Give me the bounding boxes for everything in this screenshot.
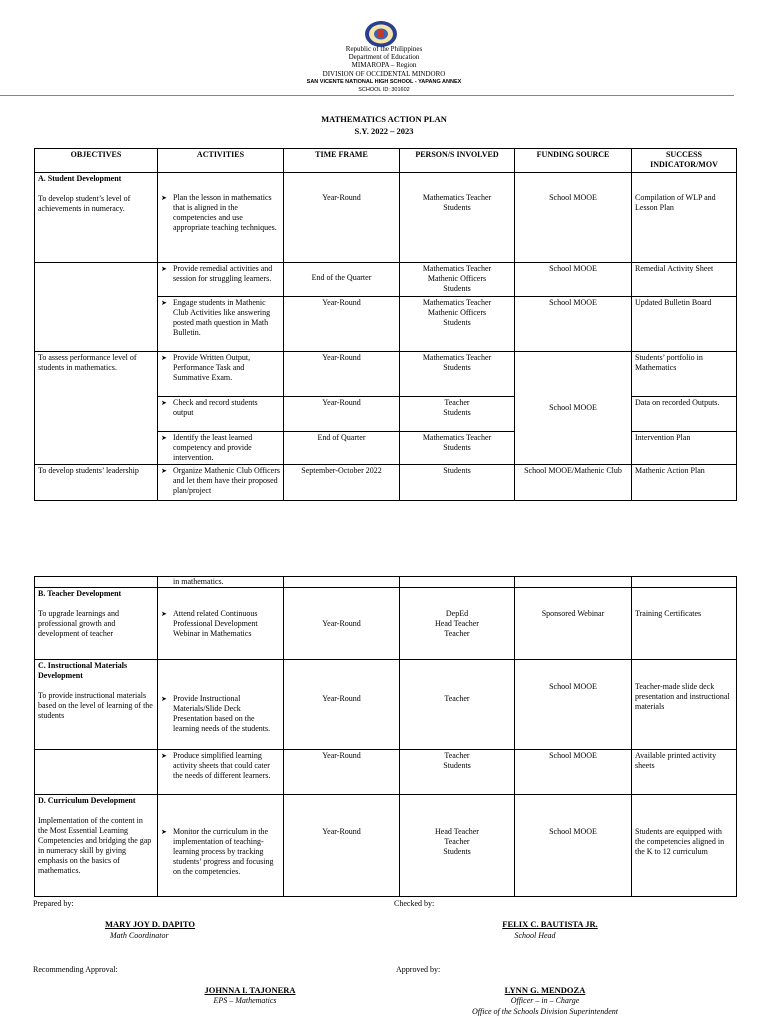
recommending-approval-title: EPS – Mathematics bbox=[213, 996, 277, 1005]
funding-source: Sponsored Webinar bbox=[515, 588, 632, 660]
section-d-title: D. Curriculum Development bbox=[38, 796, 136, 805]
activity-text: ➤ Attend related Continuous Professional Development Webinar in Mathematics bbox=[161, 609, 280, 639]
section-b-title: B. Teacher Development bbox=[38, 589, 122, 598]
objective-text: To upgrade learnings and professional growth and development of teacher bbox=[38, 609, 119, 638]
col-success: SUCCESS INDICATOR/MOV bbox=[632, 149, 737, 173]
objective-text: To develop student’s level of achievements in numeracy. bbox=[38, 194, 131, 213]
funding-source: School MOOE bbox=[515, 263, 632, 297]
time-frame: Year-Round bbox=[284, 750, 400, 795]
success-indicator: Students’ portfolio in Mathematics bbox=[632, 352, 737, 397]
funding-source: School MOOE bbox=[515, 795, 632, 897]
persons-involved: DepEd Head Teacher Teacher bbox=[400, 588, 515, 660]
success-indicator: Available printed activity sheets bbox=[632, 750, 737, 795]
activity-text: ➤ Produce simplified learning activity sheets that could cater the needs of different learners. bbox=[161, 751, 280, 781]
header-department: Department of Education bbox=[348, 53, 420, 61]
success-indicator: Updated Bulletin Board bbox=[632, 297, 737, 352]
activity-text: ➤ Provide remedial activities and session for struggling learners. bbox=[161, 264, 280, 284]
col-activities: ACTIVITIES bbox=[158, 149, 284, 173]
persons-involved: Head Teacher Teacher Students bbox=[400, 795, 515, 897]
time-frame: September-October 2022 bbox=[284, 465, 400, 501]
section-c-title: C. Instructional Materials Development bbox=[38, 661, 128, 680]
header-school-id: SCHOOL ID: 301602 bbox=[358, 87, 410, 93]
persons-involved: Mathematics Teacher Students bbox=[400, 432, 515, 465]
header-region: MIMAROPA – Region bbox=[351, 61, 417, 69]
funding-source: School MOOE/Mathenic Club bbox=[515, 465, 632, 501]
approved-by-title: Officer – in – Charge bbox=[510, 996, 580, 1005]
persons-involved: Teacher Students bbox=[400, 397, 515, 432]
persons-involved: Teacher Students bbox=[400, 750, 515, 795]
funding-source: School MOOE bbox=[515, 173, 632, 263]
activity-text: ➤ Monitor the curriculum in the implementation of teaching-learning process by tracking students’ progress and focusing on the competencies. bbox=[161, 827, 280, 877]
document-subtitle: S.Y. 2022 – 2023 bbox=[354, 126, 414, 136]
funding-source: School MOOE bbox=[515, 750, 632, 795]
persons-involved: Mathematics Teacher Students bbox=[400, 352, 515, 397]
header-rule bbox=[0, 95, 734, 96]
persons-involved: Students bbox=[400, 465, 515, 501]
funding-source: School MOOE bbox=[515, 660, 632, 750]
deped-seal-icon bbox=[364, 20, 398, 48]
action-plan-table-1 bbox=[34, 148, 737, 501]
time-frame: End of Quarter bbox=[284, 432, 400, 465]
success-indicator: Data on recorded Outputs. bbox=[632, 397, 737, 432]
funding-source: School MOOE bbox=[515, 297, 632, 352]
checked-by-label: Checked by: bbox=[394, 899, 435, 908]
col-funding: FUNDING SOURCE bbox=[515, 149, 632, 173]
objective-text: To develop students’ leadership bbox=[35, 465, 158, 501]
recommending-approval-label: Recommending Approval: bbox=[33, 965, 118, 974]
activity-text: ➤ Engage students in Mathenic Club Activities like answering posted math question in Math Bulletin. bbox=[161, 298, 280, 338]
approved-by-name: LYNN G. MENDOZA bbox=[504, 985, 586, 995]
header-division: DIVISION OF OCCIDENTAL MINDORO bbox=[322, 70, 446, 78]
continued-text: in mathematics. bbox=[158, 577, 284, 588]
objective-cell bbox=[35, 173, 158, 263]
approved-by-office: Office of the Schools Division Superintendent bbox=[472, 1007, 618, 1016]
success-indicator: Teacher-made slide deck presentation and instructional materials bbox=[632, 660, 737, 750]
persons-involved: Mathematics Teacher Mathenic Officers Students bbox=[400, 263, 515, 297]
col-objectives: OBJECTIVES bbox=[35, 149, 158, 173]
success-indicator: Students are equipped with the competencies aligned in the K to 12 curriculum bbox=[632, 795, 737, 897]
objective-text: To provide instructional materials based on the level of learning of the students bbox=[38, 691, 153, 720]
time-frame: Year-Round bbox=[284, 660, 400, 750]
document-title: MATHEMATICS ACTION PLAN bbox=[321, 114, 447, 124]
time-frame: Year-Round bbox=[284, 795, 400, 897]
time-frame: Year-Round bbox=[284, 588, 400, 660]
col-time-frame: TIME FRAME bbox=[284, 149, 400, 173]
objective-text: Implementation of the content in the Most Essential Learning Competencies and bridging the gap in numeracy skill by giving emphasis on the basics of mathematics. bbox=[38, 816, 152, 875]
success-indicator: Compilation of WLP and Lesson Plan bbox=[632, 173, 737, 263]
activity-text: ➤ Plan the lesson in mathematics that is aligned in the competencies and use appropriate teaching techniques. bbox=[161, 193, 280, 233]
persons-involved: Mathematics Teacher Mathenic Officers Students bbox=[400, 297, 515, 352]
col-persons: PERSON/S INVOLVED bbox=[400, 149, 515, 173]
success-indicator: Intervention Plan bbox=[632, 432, 737, 465]
activity-text: ➤ Provide Written Output, Performance Task and Summative Exam. bbox=[161, 353, 280, 383]
time-frame: Year-Round bbox=[284, 297, 400, 352]
activity-text: ➤ Identify the least learned competency and provide intervention. bbox=[161, 433, 280, 463]
success-indicator: Training Certificates bbox=[632, 588, 737, 660]
time-frame: Year-Round bbox=[284, 352, 400, 397]
success-indicator: Remedial Activity Sheet bbox=[632, 263, 737, 297]
success-indicator: Mathenic Action Plan bbox=[632, 465, 737, 501]
funding-source: School MOOE bbox=[515, 352, 632, 465]
activity-text: ➤ Provide Instructional Materials/Slide Deck Presentation based on the learning needs of the students. bbox=[161, 694, 280, 734]
approved-by-label: Approved by: bbox=[396, 965, 441, 974]
prepared-by-name: MARY JOY D. DAPITO bbox=[104, 919, 196, 929]
section-a-title: A. Student Development bbox=[38, 174, 122, 183]
header-republic: Republic of the Philippines bbox=[345, 45, 423, 53]
checked-by-title: School Head bbox=[514, 931, 556, 940]
persons-involved: Mathematics Teacher Students bbox=[400, 173, 515, 263]
persons-involved: Teacher bbox=[400, 660, 515, 750]
action-plan-table-2 bbox=[34, 576, 737, 897]
checked-by-name: FELIX C. BAUTISTA JR. bbox=[502, 919, 598, 929]
prepared-by-title: Math Coordinator bbox=[110, 931, 169, 940]
recommending-approval-name: JOHNNA I. TAJONERA bbox=[204, 985, 296, 995]
activity-text: ➤ Organize Mathenic Club Officers and let them have their proposed plan/project bbox=[161, 466, 280, 496]
time-frame: Year-Round bbox=[284, 397, 400, 432]
time-frame: End of the Quarter bbox=[284, 263, 400, 297]
objective-text: To assess performance level of students in mathematics. bbox=[35, 352, 158, 465]
activity-text: ➤ Check and record students output bbox=[161, 398, 280, 418]
header-school: SAN VICENTE NATIONAL HIGH SCHOOL - YAPANG ANNEX bbox=[306, 79, 462, 85]
prepared-by-label: Prepared by: bbox=[33, 899, 74, 908]
time-frame: Year-Round bbox=[284, 173, 400, 263]
